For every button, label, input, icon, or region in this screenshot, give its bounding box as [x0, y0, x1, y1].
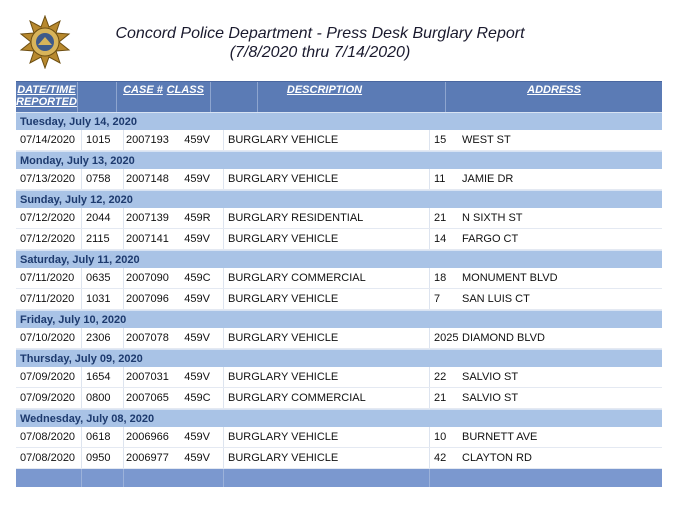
cell-class: 459V	[184, 452, 210, 464]
table-row	[16, 268, 662, 289]
cell-address-street: SALVIO ST	[462, 371, 519, 383]
cell-case: 2007193	[126, 134, 169, 146]
footer-cell	[82, 469, 124, 487]
cell-description: BURGLARY COMMERCIAL	[224, 388, 430, 408]
cell-date: 07/13/2020	[16, 169, 82, 189]
cell-time: 0635	[82, 268, 124, 288]
cell-time: 1654	[82, 367, 124, 387]
cell-class: 459C	[184, 272, 211, 284]
table-row	[16, 229, 662, 250]
cell-address-number: 11	[434, 173, 446, 185]
cell-case: 2007148	[126, 173, 169, 185]
cell-address-number: 21	[434, 212, 447, 224]
cell-description: BURGLARY COMMERCIAL	[224, 268, 430, 288]
table-row	[16, 448, 662, 469]
column-header-description[interactable]: DESCRIPTION	[204, 82, 446, 112]
cell-address-street: MONUMENT BLVD	[462, 272, 558, 284]
cell-time: 0800	[82, 388, 124, 408]
cell-class: 459C	[184, 392, 211, 404]
cell-address-street: SALVIO ST	[462, 392, 519, 404]
cell-class: 459V	[184, 134, 210, 146]
cell-case: 2007078	[126, 332, 169, 344]
footer-cell	[430, 469, 662, 487]
cell-description: BURGLARY VEHICLE	[224, 229, 430, 249]
cell-case-class	[124, 169, 224, 189]
cell-time: 0618	[82, 427, 124, 447]
cell-address	[430, 328, 662, 348]
cell-address	[430, 130, 662, 150]
cell-address-street: WEST ST	[462, 134, 511, 146]
cell-class: 459V	[184, 431, 210, 443]
cell-address-street: CLAYTON RD	[462, 452, 532, 464]
cell-time: 0950	[82, 448, 124, 468]
cell-address-street: DIAMOND BLVD	[462, 332, 545, 344]
cell-case: 2007096	[126, 293, 169, 305]
cell-address-street: BURNETT AVE	[462, 431, 538, 443]
table-row	[16, 328, 662, 349]
cell-address-street: SAN LUIS CT	[462, 293, 530, 305]
cell-date: 07/11/2020	[16, 268, 82, 288]
cell-address-number: 18	[434, 272, 447, 284]
cell-class: 459V	[184, 371, 210, 383]
cell-address	[430, 367, 662, 387]
cell-description: BURGLARY VEHICLE	[224, 367, 430, 387]
cell-address-number: 22	[434, 371, 447, 383]
table-row	[16, 367, 662, 388]
burglary-report-table	[16, 81, 662, 487]
cell-case-class	[124, 130, 224, 150]
column-header-case[interactable]: CASE #	[117, 82, 211, 112]
cell-date: 07/12/2020	[16, 208, 82, 228]
cell-address-street: N SIXTH ST	[462, 212, 523, 224]
footer-cell	[224, 469, 430, 487]
cell-address	[430, 289, 662, 309]
cell-case-class	[124, 367, 224, 387]
report-date-range: (7/8/2020 thru 7/14/2020)	[229, 44, 411, 61]
cell-address	[430, 388, 662, 408]
cell-date: 07/08/2020	[16, 448, 82, 468]
cell-description: BURGLARY RESIDENTIAL	[224, 208, 430, 228]
cell-case: 2007139	[126, 212, 169, 224]
cell-case-class	[124, 268, 224, 288]
cell-date: 07/10/2020	[16, 328, 82, 348]
cell-case-class	[124, 229, 224, 249]
table-row	[16, 289, 662, 310]
cell-case-class	[124, 208, 224, 228]
report-title-line1: Concord Police Department - Press Desk Burglary Report	[115, 25, 525, 42]
cell-date: 07/09/2020	[16, 388, 82, 408]
cell-address	[430, 427, 662, 447]
day-group-header: Sunday, July 12, 2020	[16, 190, 662, 208]
cell-case: 2006977	[126, 452, 169, 464]
table-body	[16, 112, 662, 469]
police-badge-icon	[18, 15, 72, 69]
column-header-address[interactable]: ADDRESS	[527, 84, 581, 96]
cell-class: 459V	[184, 293, 210, 305]
cell-date: 07/09/2020	[16, 367, 82, 387]
day-group-header: Wednesday, July 08, 2020	[16, 409, 662, 427]
day-group-header: Monday, July 13, 2020	[16, 151, 662, 169]
cell-case-class	[124, 289, 224, 309]
cell-address-street: FARGO CT	[462, 233, 519, 245]
cell-case-class	[124, 427, 224, 447]
cell-time: 0758	[82, 169, 124, 189]
cell-class: 459R	[184, 212, 211, 224]
cell-time: 2115	[82, 229, 124, 249]
day-group-header: Saturday, July 11, 2020	[16, 250, 662, 268]
cell-description: BURGLARY VEHICLE	[224, 448, 430, 468]
cell-description: BURGLARY VEHICLE	[224, 169, 430, 189]
cell-address-number: 14	[434, 233, 447, 245]
cell-case: 2007090	[126, 272, 169, 284]
cell-description: BURGLARY VEHICLE	[224, 289, 430, 309]
cell-case-class	[124, 328, 224, 348]
column-header-time	[78, 82, 117, 112]
cell-description: BURGLARY VEHICLE	[224, 427, 430, 447]
cell-address	[430, 268, 662, 288]
column-header-date-time[interactable]: DATE/TIME REPORTED	[16, 82, 78, 112]
cell-address	[430, 169, 662, 189]
day-group-header: Thursday, July 09, 2020	[16, 349, 662, 367]
table-row	[16, 388, 662, 409]
table-row	[16, 427, 662, 448]
cell-time: 2044	[82, 208, 124, 228]
footer-cell	[16, 469, 82, 487]
cell-case-class	[124, 388, 224, 408]
cell-address-number: 2025	[434, 332, 459, 344]
cell-class: 459V	[184, 173, 210, 185]
cell-address-number: 15	[434, 134, 447, 146]
cell-address-number: 10	[434, 431, 447, 443]
table-row	[16, 169, 662, 190]
footer-cell	[124, 469, 224, 487]
table-row	[16, 130, 662, 151]
cell-class: 459V	[184, 332, 210, 344]
cell-case: 2007065	[126, 392, 169, 404]
cell-address-number: 21	[434, 392, 447, 404]
cell-time: 2306	[82, 328, 124, 348]
cell-date: 07/14/2020	[16, 130, 82, 150]
cell-address-number: 7	[434, 293, 441, 305]
table-header	[16, 81, 662, 112]
cell-case: 2007031	[126, 371, 169, 383]
cell-description: BURGLARY VEHICLE	[224, 130, 430, 150]
cell-class: 459V	[184, 233, 210, 245]
cell-date: 07/11/2020	[16, 289, 82, 309]
cell-time: 1015	[82, 130, 124, 150]
cell-address	[430, 448, 662, 468]
cell-case: 2007141	[126, 233, 169, 245]
table-footer	[16, 469, 662, 487]
cell-time: 1031	[82, 289, 124, 309]
cell-date: 07/08/2020	[16, 427, 82, 447]
cell-case-class	[124, 448, 224, 468]
column-header-class[interactable]: CLASS	[165, 82, 258, 112]
day-group-header: Friday, July 10, 2020	[16, 310, 662, 328]
report-title	[84, 24, 556, 62]
cell-address-street: JAMIE DR	[462, 173, 514, 185]
cell-case: 2006966	[126, 431, 169, 443]
cell-address	[430, 208, 662, 228]
cell-address	[430, 229, 662, 249]
day-group-header: Tuesday, July 14, 2020	[16, 112, 662, 130]
cell-address-number: 42	[434, 452, 447, 464]
cell-description: BURGLARY VEHICLE	[224, 328, 430, 348]
table-row	[16, 208, 662, 229]
cell-date: 07/12/2020	[16, 229, 82, 249]
